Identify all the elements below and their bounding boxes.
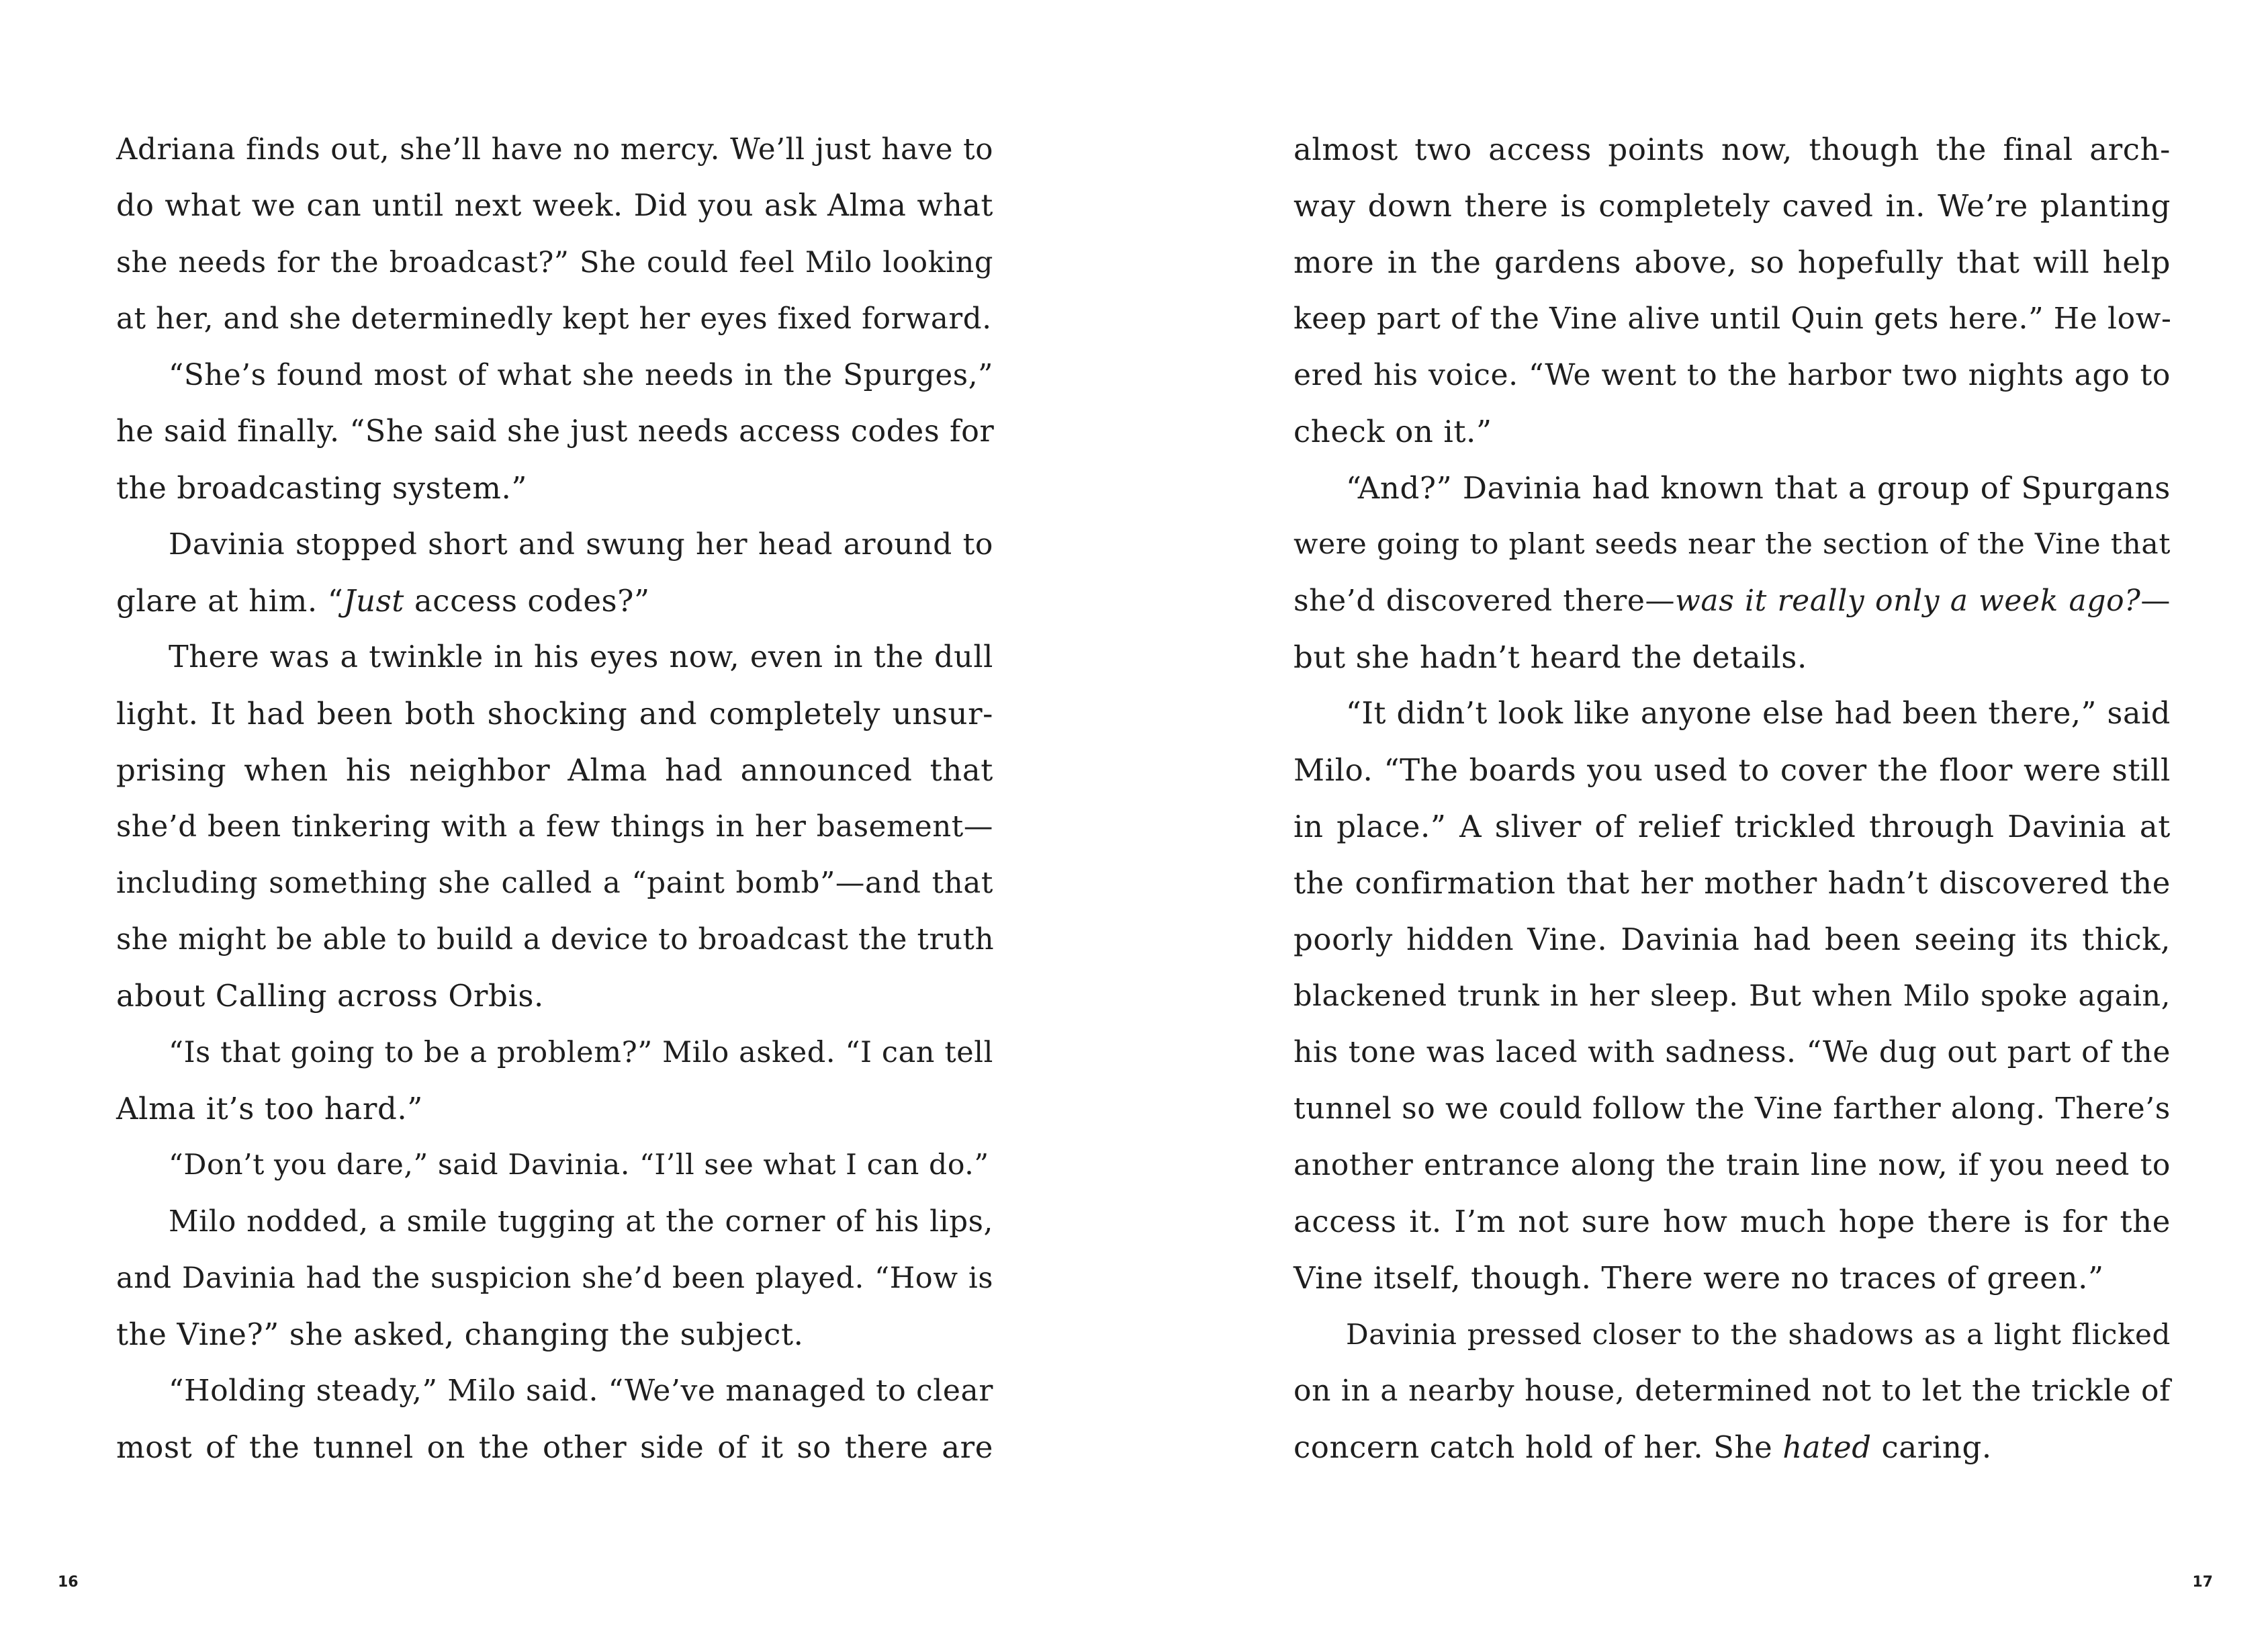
text-line: about Calling across Orbis.	[116, 978, 544, 1014]
text-line	[1294, 573, 2171, 629]
text-line: in place.” A sliver of relief trickled through Davinia at	[1294, 809, 2171, 844]
text-line: Milo. “The boards you used to cover the floor were still	[1294, 752, 2171, 788]
text-run: concern catch hold of her. She	[1294, 1429, 1783, 1465]
italic-text-run: Just	[343, 583, 404, 619]
page-number-left: 16	[58, 1574, 79, 1591]
text-line: the Vine?” she asked, changing the subject.	[116, 1317, 804, 1352]
left-page-text	[116, 122, 993, 1476]
text-line: were going to plant seeds near the section of the Vine that	[1294, 528, 2171, 561]
text-line: Milo nodded, a smile tugging at the corner of his lips,	[169, 1205, 993, 1239]
text-line: Vine itself, though. There were no traces of green.”	[1294, 1260, 2104, 1296]
text-line: the broadcasting system.”	[116, 470, 528, 506]
text-line: Davinia stopped short and swung her head around to	[169, 527, 993, 562]
text-line	[1294, 1419, 2171, 1476]
text-line: almost two access points now, though the final arch-	[1294, 132, 2171, 167]
text-line: prising when his neighbor Alma had announced that	[116, 752, 993, 788]
text-line: do what we can until next week. Did you ask Alma what	[116, 189, 993, 223]
page-number-right: 17	[2192, 1574, 2213, 1591]
text-line: “Don’t you dare,” said Davinia. “I’ll see what I can do.”	[169, 1149, 989, 1182]
text-line: There was a twinkle in his eyes now, even in the dull	[169, 640, 993, 674]
text-line: “Is that going to be a problem?” Milo asked. “I can tell	[169, 1036, 993, 1069]
text-line: Davinia pressed closer to the shadows as a light flicked	[1346, 1318, 2171, 1351]
text-line	[116, 573, 993, 629]
text-run: access codes?”	[404, 583, 650, 619]
right-page-text	[1294, 122, 2171, 1476]
text-line: and Davinia had the suspicion she’d been played. “How is	[116, 1261, 993, 1295]
text-line: blackened trunk in her sleep. But when Milo spoke again,	[1294, 979, 2171, 1013]
text-run: she’d discovered there—	[1294, 584, 1676, 618]
text-line: she might be able to build a device to broadcast the truth	[116, 923, 995, 957]
text-run: caring.	[1871, 1429, 1992, 1465]
text-line: Alma it’s too hard.”	[116, 1091, 423, 1126]
text-line: his tone was laced with sadness. “We dug out part of the	[1294, 1035, 2171, 1069]
text-line: she needs for the broadcast?” She could feel Milo looking	[116, 246, 993, 279]
italic-text-run: hated	[1782, 1429, 1872, 1465]
text-line: check on it.”	[1294, 414, 1492, 449]
text-line: she’d been tinkering with a few things in her basement—	[116, 810, 993, 844]
text-line: poorly hidden Vine. Davinia had been seeing its thick,	[1294, 922, 2171, 957]
text-line: “She’s found most of what she needs in the Spurges,”	[169, 359, 993, 392]
text-run: —	[2140, 584, 2171, 618]
right-page	[1134, 0, 2268, 1641]
text-line: access it. I’m not sure how much hope there is for the	[1294, 1204, 2171, 1239]
text-line: but she hadn’t heard the details.	[1294, 639, 1807, 675]
text-line: more in the gardens above, so hopefully that will help	[1294, 245, 2171, 280]
text-line: “Holding steady,” Milo said. “We’ve managed to clear	[169, 1374, 993, 1408]
text-line: including something she called a “paint bomb”—and that	[116, 867, 993, 900]
text-line: “It didn’t look like anyone else had been there,” said	[1346, 697, 2171, 731]
text-line: ered his voice. “We went to the harbor two nights ago to	[1294, 358, 2171, 392]
italic-text-run: was it really only a week ago?	[1675, 584, 2141, 618]
text-line: light. It had been both shocking and completely unsur-	[116, 696, 993, 731]
text-line: tunnel so we could follow the Vine farther along. There’s	[1294, 1092, 2171, 1126]
text-line: Adriana finds out, she’ll have no mercy. We’ll just have to	[116, 133, 993, 167]
text-line: on in a nearby house, determined not to let the trickle of	[1294, 1374, 2171, 1408]
text-line: he said finally. “She said she just needs access codes for	[116, 414, 995, 449]
text-line: “And?” Davinia had known that a group of Spurgans	[1346, 470, 2171, 506]
text-line: the confirmation that her mother hadn’t discovered the	[1294, 865, 2171, 901]
text-line: keep part of the Vine alive until Quin gets here.” He low-	[1294, 302, 2172, 336]
text-line: way down there is completely caved in. We’re planting	[1294, 188, 2171, 224]
text-line: another entrance along the train line now, if you need to	[1294, 1148, 2171, 1182]
text-line: at her, and she determinedly kept her eyes fixed forward.	[116, 302, 992, 336]
text-run: glare at him. “	[116, 583, 344, 619]
text-line: most of the tunnel on the other side of it so there are	[116, 1429, 993, 1465]
